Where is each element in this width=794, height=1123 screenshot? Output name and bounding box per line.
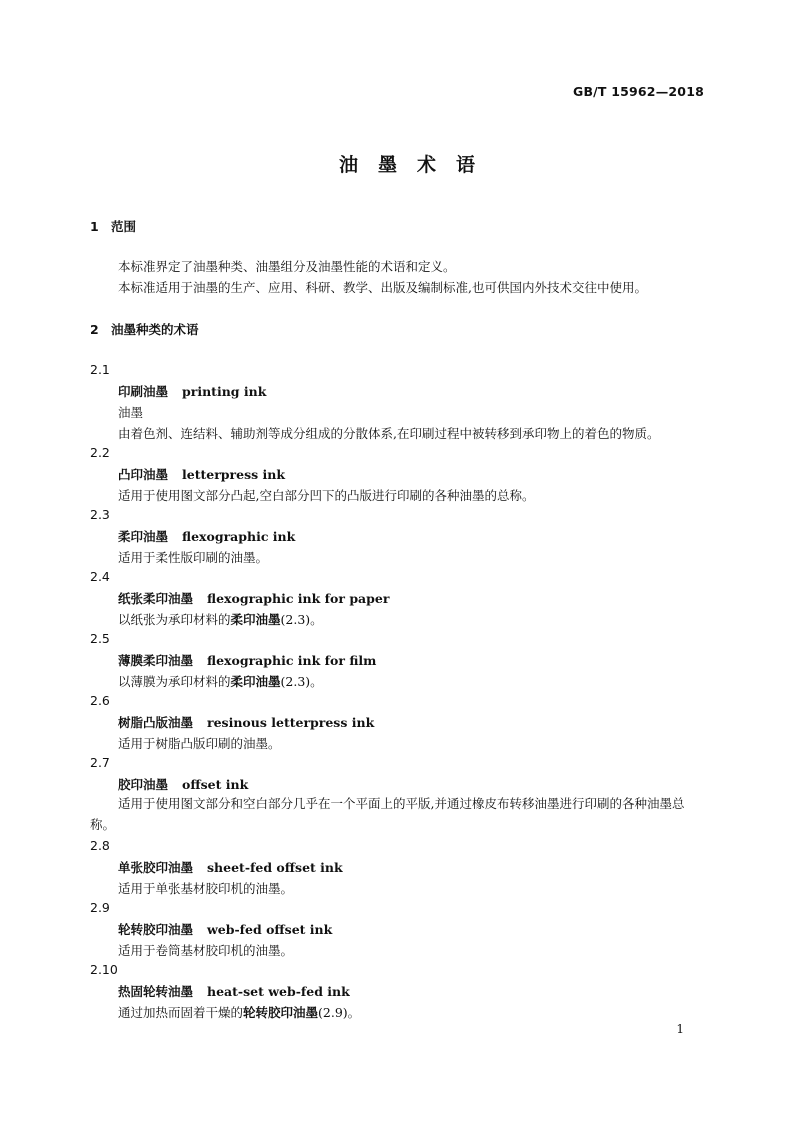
- term-entry: [118, 982, 350, 1000]
- term-entry: [118, 920, 332, 938]
- term-definition: 适用于树脂凸版印刷的油墨。: [118, 736, 281, 751]
- term-entry: [118, 382, 266, 400]
- def-text: 以纸张为承印材料的: [118, 612, 231, 627]
- term-zh: 薄膜柔印油墨: [118, 653, 194, 668]
- term-en: heat-set web-fed ink: [207, 984, 350, 999]
- document-title: 油墨术语: [338, 154, 495, 176]
- term-definition: 适用于使用图文部分凸起,空白部分凹下的凸版进行印刷的各种油墨的总称。: [118, 488, 535, 503]
- term-en: resinous letterpress ink: [207, 715, 375, 730]
- term-definition: 由着色剂、连结料、辅助剂等成分组成的分散体系,在印刷过程中被转移到承印物上的着色的物质。: [118, 426, 660, 441]
- term-en: flexographic ink for film: [207, 653, 377, 668]
- term-entry: [118, 651, 376, 669]
- def-text: (2.9)。: [318, 1005, 361, 1020]
- term-en: sheet-fed offset ink: [207, 860, 343, 875]
- term-zh: 热固轮转油墨: [118, 984, 194, 999]
- term-synonym: 油墨: [118, 405, 144, 420]
- term-zh: 印刷油墨: [118, 384, 169, 399]
- term-en: web-fed offset ink: [207, 922, 333, 937]
- term-definition: 适用于柔性版印刷的油墨。: [118, 550, 269, 565]
- term-definition: [118, 672, 323, 690]
- def-text: (2.3)。: [280, 674, 323, 689]
- term-number: 2.4: [90, 569, 110, 584]
- term-entry: [118, 465, 285, 483]
- section-title: 范围: [111, 219, 137, 234]
- term-number: 2.1: [90, 362, 110, 377]
- term-zh: 单张胶印油墨: [118, 860, 194, 875]
- term-number: 2.3: [90, 507, 110, 522]
- term-entry: [118, 589, 389, 607]
- term-en: offset ink: [182, 777, 249, 792]
- term-en: flexographic ink for paper: [207, 591, 390, 606]
- term-zh: 轮转胶印油墨: [118, 922, 194, 937]
- cross-reference: 轮转胶印油墨: [243, 1005, 319, 1020]
- term-en: letterpress ink: [182, 467, 286, 482]
- term-number: 2.6: [90, 693, 110, 708]
- term-definition: [118, 1003, 360, 1021]
- term-definition: 适用于单张基材胶印机的油墨。: [118, 881, 294, 896]
- page-number: 1: [676, 1022, 684, 1036]
- def-text: (2.3)。: [280, 612, 323, 627]
- term-zh: 树脂凸版油墨: [118, 715, 194, 730]
- term-en: flexographic ink: [182, 529, 296, 544]
- cross-reference: 柔印油墨: [230, 674, 281, 689]
- term-definition: 适用于使用图文部分和空白部分几乎在一个平面上的平版,并通过橡皮布转移油墨进行印刷的各种油墨总称。: [90, 796, 685, 832]
- section-1-heading: [90, 217, 136, 235]
- scope-paragraph-1: 本标准界定了油墨种类、油墨组分及油墨性能的术语和定义。: [118, 259, 456, 274]
- section-2-heading: [90, 320, 199, 338]
- def-text: 通过加热而固着干燥的: [118, 1005, 244, 1020]
- term-zh: 纸张柔印油墨: [118, 591, 194, 606]
- term-number: 2.8: [90, 838, 110, 853]
- term-entry: [118, 775, 248, 793]
- term-zh: 胶印油墨: [118, 777, 169, 792]
- term-en: printing ink: [182, 384, 267, 399]
- term-number: 2.10: [90, 962, 118, 977]
- term-definition: [118, 610, 323, 628]
- term-number: 2.7: [90, 755, 110, 770]
- standard-number: GB/T 15962—2018: [572, 84, 704, 99]
- term-number: 2.9: [90, 900, 110, 915]
- term-number: 2.2: [90, 445, 110, 460]
- cross-reference: 柔印油墨: [230, 612, 281, 627]
- section-title: 油墨种类的术语: [111, 322, 199, 337]
- term-entry: [118, 713, 374, 731]
- term-zh: 柔印油墨: [118, 529, 169, 544]
- term-entry: [118, 527, 295, 545]
- section-number: 2: [90, 322, 99, 337]
- term-definition: 适用于卷筒基材胶印机的油墨。: [118, 943, 294, 958]
- def-text: 以薄膜为承印材料的: [118, 674, 231, 689]
- term-number: 2.5: [90, 631, 110, 646]
- scope-paragraph-2: 本标准适用于油墨的生产、应用、科研、教学、出版及编制标准,也可供国内外技术交往中使用。: [118, 280, 647, 295]
- term-entry: [118, 858, 343, 876]
- section-number: 1: [90, 219, 99, 234]
- term-zh: 凸印油墨: [118, 467, 169, 482]
